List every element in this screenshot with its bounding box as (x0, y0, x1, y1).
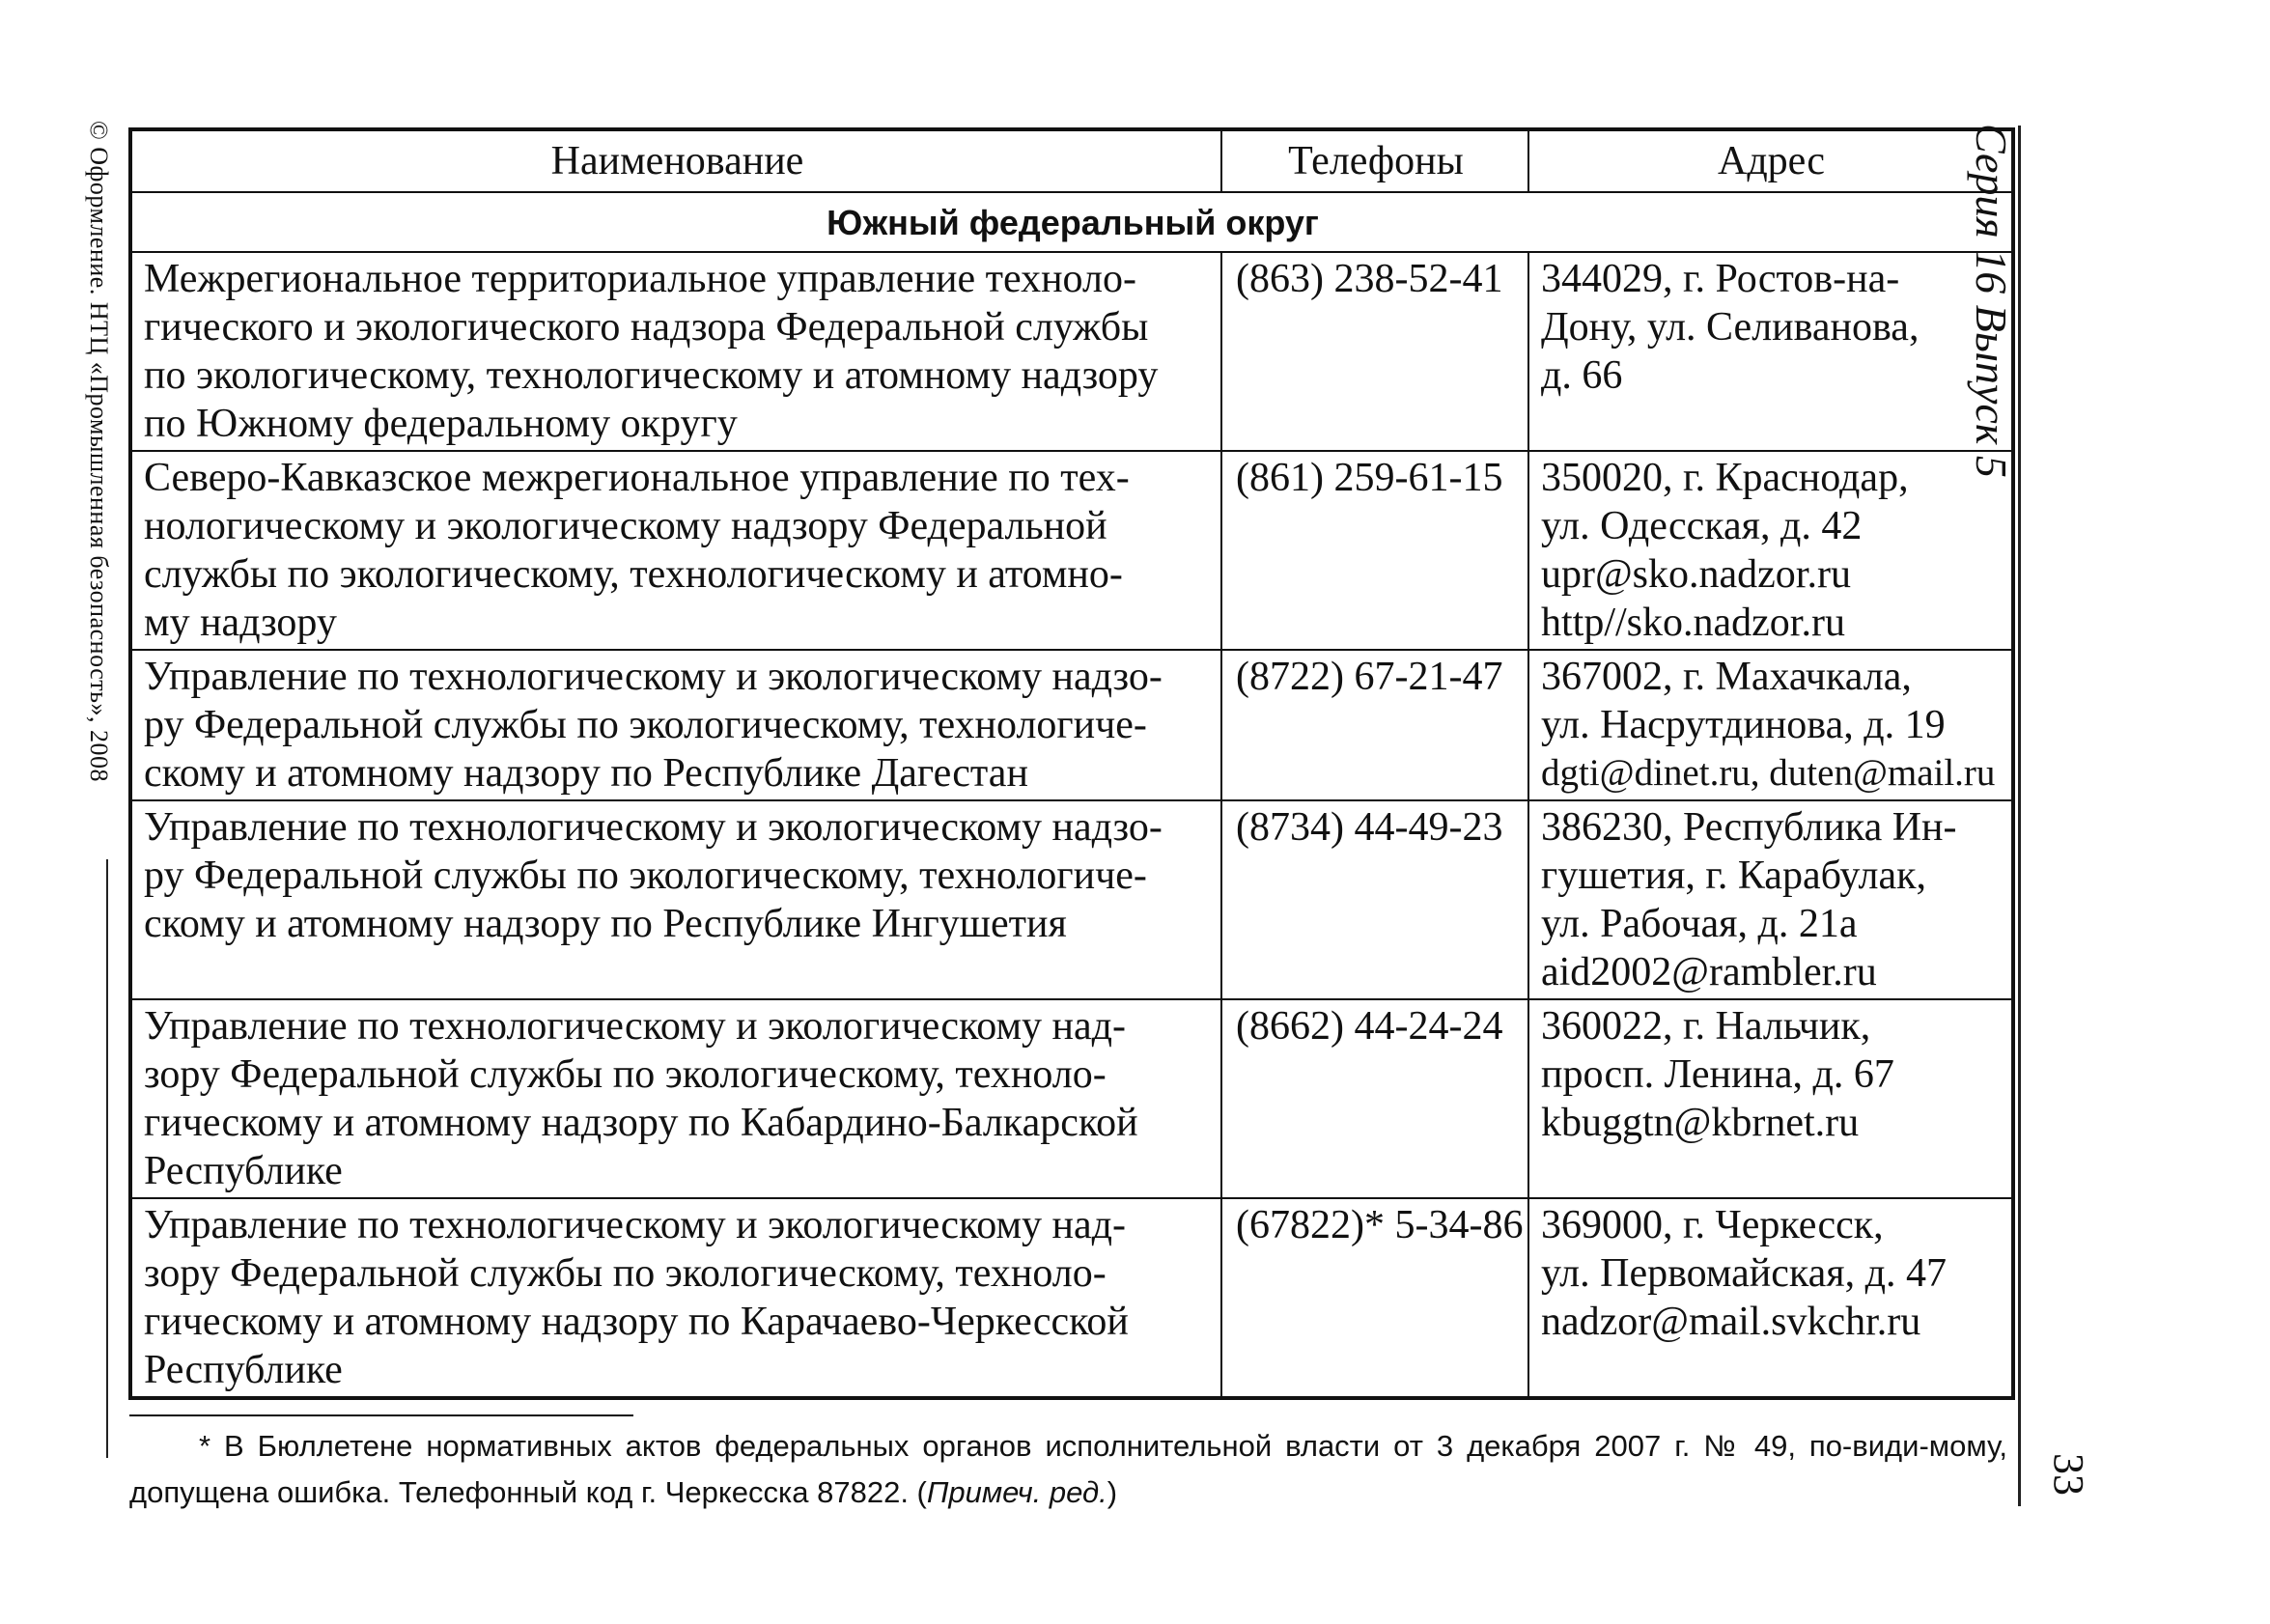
organizations-table (128, 127, 2015, 1400)
table-row (130, 999, 2013, 1198)
phone-cell: (8734) 44-49-23 (1221, 800, 1528, 999)
page-number: 33 (2045, 1453, 2092, 1496)
org-name-line: Межрегиональное территориальное управление техноло- (144, 257, 1136, 301)
org-name-cell (130, 252, 1221, 451)
address-line: 360022, г. Нальчик, (1541, 1004, 1871, 1049)
address-cell (1528, 650, 2013, 800)
org-name-line: скому и атомному надзору по Республике Ингушетия (144, 902, 1067, 946)
address-line: 386230, Республика Ин- (1541, 805, 1957, 850)
address-line: 350020, г. Краснодар, (1541, 456, 1909, 500)
footnote-editor-note: Примеч. ред. (926, 1475, 1107, 1509)
address-cell (1528, 999, 2013, 1198)
org-name-line: гического и экологического надзора Федеральной службы (144, 305, 1149, 350)
org-name-cell (130, 800, 1221, 999)
left-margin-rule (106, 859, 108, 1458)
org-name-line: Северо-Кавказское межрегиональное управление по тех- (144, 456, 1130, 500)
org-name-line: скому и атомному надзору по Республике Дагестан (144, 751, 1028, 796)
org-name-line: нологическому и экологическому надзору Федеральной (144, 504, 1107, 548)
section-title: Южный федеральный округ (130, 192, 2013, 252)
org-name-line: Республике (144, 1149, 343, 1193)
address-line: http//sko.nadzor.ru (1541, 601, 1845, 645)
org-name-line: гическому и атомному надзору по Карачаево-Черкесской (144, 1300, 1129, 1344)
address-line: д. 66 (1541, 353, 1623, 398)
org-name-line: по экологическому, технологическому и атомному надзору (144, 353, 1159, 398)
org-name-line: му надзору (144, 601, 337, 645)
phone-cell: (8662) 44-24-24 (1221, 999, 1528, 1198)
org-name-line: Управление по технологическому и экологическому надзо- (144, 655, 1163, 699)
table-header-row (130, 129, 2013, 192)
org-name-line: по Южному федеральному округу (144, 402, 738, 446)
org-name-cell (130, 650, 1221, 800)
phone-cell: (67822)* 5-34-86 (1221, 1198, 1528, 1398)
address-line: upr@sko.nadzor.ru (1541, 552, 1851, 597)
org-name-cell (130, 451, 1221, 650)
org-name-line: ру Федеральной службы по экологическому, технологиче- (144, 854, 1147, 898)
table-row (130, 650, 2013, 800)
footnote-text: * В Бюллетене нормативных актов федеральных органов исполнительной власти от 3 декабря 2007 г. № 49, по-види-мому, допущена ошибка. Телефонный код г. Черкесска 87822. ( (129, 1429, 2007, 1509)
address-line: Дону, ул. Селиванова, (1541, 305, 1920, 350)
address-cell (1528, 1198, 2013, 1398)
org-name-line: зору Федеральной службы по экологическому, техноло- (144, 1052, 1107, 1097)
org-name-line: Управление по технологическому и экологическому надзо- (144, 805, 1163, 850)
series-label: Серия 16 Выпуск 5 (1967, 124, 2016, 478)
org-name-line: ру Федеральной службы по экологическому, технологиче- (144, 703, 1147, 747)
org-name-line: службы по экологическому, технологическому и атомно- (144, 552, 1123, 597)
footnote-rule (129, 1414, 633, 1416)
address-line: ул. Одесская, д. 42 (1541, 504, 1863, 548)
address-line: просп. Ленина, д. 67 (1541, 1052, 1894, 1097)
address-cell (1528, 252, 2013, 451)
section-row (130, 192, 2013, 252)
org-name-line: гическому и атомному надзору по Кабардино-Балкарской (144, 1101, 1138, 1145)
table-row (130, 252, 2013, 451)
footnote-close: ) (1107, 1475, 1118, 1509)
header-phones: Телефоны (1221, 129, 1528, 192)
org-name-cell (130, 1198, 1221, 1398)
header-name: Наименование (130, 129, 1221, 192)
org-name-line: зору Федеральной службы по экологическому, техноло- (144, 1251, 1107, 1296)
org-name-cell (130, 999, 1221, 1198)
phone-cell: (863) 238-52-41 (1221, 252, 1528, 451)
address-line: kbuggtn@kbrnet.ru (1541, 1101, 1860, 1145)
address-line: ул. Рабочая, д. 21а (1541, 902, 1858, 946)
org-name-line: Республике (144, 1348, 343, 1392)
table-row (130, 1198, 2013, 1398)
address-line: nadzor@mail.svkchr.ru (1541, 1300, 1921, 1344)
address-line: ул. Насрутдинова, д. 19 (1541, 703, 1946, 747)
table-row (130, 800, 2013, 999)
copyright-sidebar: © Оформление. НТЦ «Промышленная безопасность», 2008 (85, 121, 113, 782)
address-line: dgti@dinet.ru, duten@mail.ru (1541, 752, 1996, 794)
address-line: aid2002@rambler.ru (1541, 950, 1877, 994)
address-line: 367002, г. Махачкала, (1541, 655, 1912, 699)
org-name-line: Управление по технологическому и экологическому над- (144, 1004, 1127, 1049)
address-cell (1528, 800, 2013, 999)
org-name-line: Управление по технологическому и экологическому над- (144, 1203, 1127, 1247)
address-cell (1528, 451, 2013, 650)
table-row (130, 451, 2013, 650)
footnote (129, 1423, 2007, 1516)
address-line: 369000, г. Черкесск, (1541, 1203, 1884, 1247)
phone-cell: (8722) 67-21-47 (1221, 650, 1528, 800)
header-address: Адрес (1528, 129, 2013, 192)
address-line: 344029, г. Ростов-на- (1541, 257, 1900, 301)
phone-cell: (861) 259-61-15 (1221, 451, 1528, 650)
address-line: ул. Первомайская, д. 47 (1541, 1251, 1947, 1296)
address-line: гушетия, г. Карабулак, (1541, 854, 1927, 898)
